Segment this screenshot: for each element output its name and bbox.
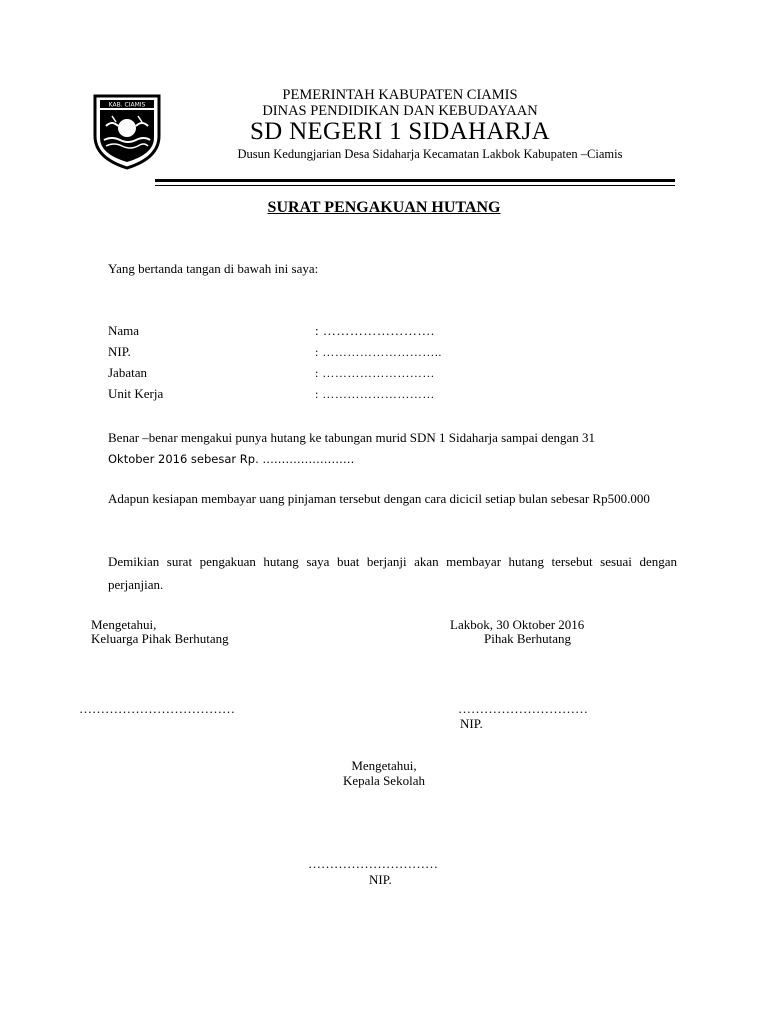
center-sign-role: Kepala Sekolah xyxy=(343,773,425,788)
field-value-jabatan: : ……………………… xyxy=(315,366,435,380)
field-value-nama: : ……………………. xyxy=(315,323,435,338)
field-label-nama: Nama xyxy=(108,323,140,338)
center-signature-line: ………………………… xyxy=(308,856,438,871)
paragraph-2: Adapun kesiapan membayar uang pinjaman tersebut dengan cara dicicil setiap bulan sebesar Rp500.000 xyxy=(108,491,650,506)
field-label-jabatan: Jabatan xyxy=(108,365,147,380)
paragraph-1a: Benar –benar mengakui punya hutang ke tabungan murid SDN 1 Sidaharja sampai dengan 31 xyxy=(108,430,596,445)
right-nip-label: NIP. xyxy=(460,716,483,731)
left-sign-caption: Mengetahui, xyxy=(91,617,157,632)
center-nip-label: NIP. xyxy=(369,872,392,887)
paragraph-1b: Oktober 2016 sebesar Rp. …………………… xyxy=(108,452,355,466)
field-label-nip: NIP. xyxy=(108,344,131,359)
letterhead-line1: PEMERINTAH KABUPATEN CIAMIS xyxy=(282,87,518,103)
school-address: Dusun Kedungjarian Desa Sidaharja Kecamatan Lakbok Kabupaten –Ciamis xyxy=(237,147,623,161)
logo-label: KAB. CIAMIS xyxy=(108,101,146,109)
school-name: SD NEGERI 1 SIDAHARJA xyxy=(249,118,551,145)
field-label-unit-kerja: Unit Kerja xyxy=(108,386,164,401)
left-sign-role: Keluarga Pihak Berhutang xyxy=(91,631,229,646)
place-date: Lakbok, 30 Oktober 2016 xyxy=(450,617,585,632)
field-value-nip: : ……………………….. xyxy=(315,345,442,359)
regency-crest-logo xyxy=(92,92,162,170)
right-signature-line: ………………………… xyxy=(458,701,588,716)
document-title: SURAT PENGAKUAN HUTANG xyxy=(267,199,501,216)
paragraph-3: Demikian surat pengakuan hutang saya buat berjanji akan membayar hutang tersebut sesuai dengan perjanjian. xyxy=(108,554,677,592)
center-sign-caption: Mengetahui, xyxy=(351,758,417,773)
field-value-unit-kerja: : ……………………… xyxy=(315,387,435,401)
left-signature-line: ……………………………… xyxy=(79,701,235,716)
intro-text: Yang bertanda tangan di bawah ini saya: xyxy=(108,261,319,276)
header-rule-thick xyxy=(155,179,675,182)
header-rule-thin xyxy=(155,185,675,186)
letterhead-line2: DINAS PENDIDIKAN DAN KEBUDAYAAN xyxy=(262,103,538,119)
right-sign-role: Pihak Berhutang xyxy=(484,631,572,646)
